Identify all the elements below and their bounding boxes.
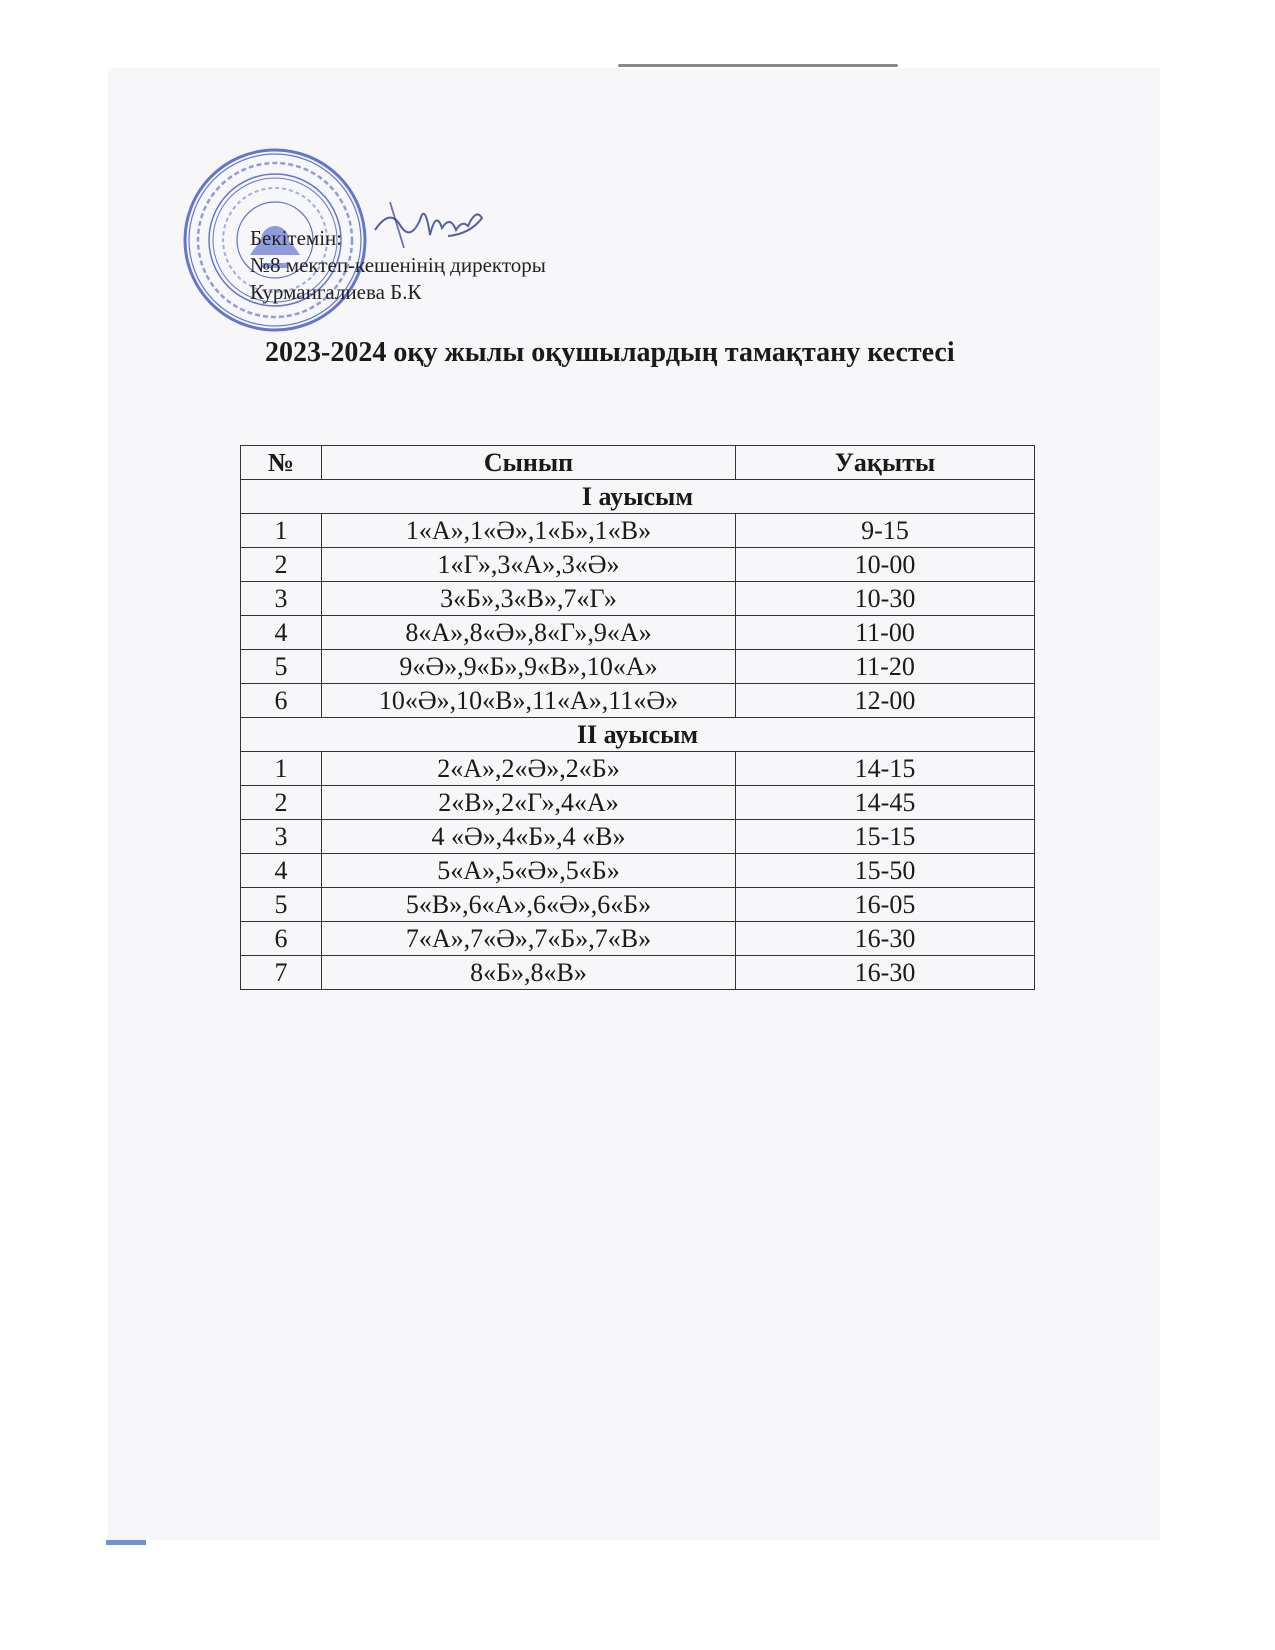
row-classes: 3«Б»,3«В»,7«Г» (322, 582, 736, 616)
scan-edge-bottom (106, 1540, 146, 1545)
table-row (241, 922, 1035, 956)
table-row (241, 616, 1035, 650)
row-number: 4 (241, 854, 322, 888)
row-number: 6 (241, 684, 322, 718)
shift-row (241, 480, 1035, 514)
row-number: 3 (241, 820, 322, 854)
row-classes: 5«А»,5«Ә»,5«Б» (322, 854, 736, 888)
shift-2-label: ІІ ауысым (241, 718, 1035, 752)
approval-block (250, 225, 546, 306)
table-header-row (241, 446, 1035, 480)
table-row (241, 582, 1035, 616)
row-number: 7 (241, 956, 322, 990)
row-time: 11-20 (736, 650, 1035, 684)
row-time: 16-30 (736, 956, 1035, 990)
shift-row (241, 718, 1035, 752)
row-time: 15-15 (736, 820, 1035, 854)
meal-schedule-table (240, 445, 1035, 990)
table-row (241, 650, 1035, 684)
approval-line-position: №8 мектеп-кешенінің директоры (250, 253, 546, 277)
row-classes: 2«А»,2«Ә»,2«Б» (322, 752, 736, 786)
row-time: 10-00 (736, 548, 1035, 582)
table-row (241, 514, 1035, 548)
table-row (241, 548, 1035, 582)
row-number: 6 (241, 922, 322, 956)
row-classes: 10«Ә»,10«В»,11«А»,11«Ә» (322, 684, 736, 718)
row-classes: 4 «Ә»,4«Б»,4 «В» (322, 820, 736, 854)
table-row (241, 956, 1035, 990)
row-time: 11-00 (736, 616, 1035, 650)
row-time: 12-00 (736, 684, 1035, 718)
table-row (241, 854, 1035, 888)
row-time: 9-15 (736, 514, 1035, 548)
shift-1-label: І ауысым (241, 480, 1035, 514)
row-number: 5 (241, 650, 322, 684)
row-classes: 7«А»,7«Ә»,7«Б»,7«В» (322, 922, 736, 956)
row-time: 16-30 (736, 922, 1035, 956)
table-row (241, 684, 1035, 718)
row-number: 4 (241, 616, 322, 650)
row-number: 2 (241, 786, 322, 820)
row-number: 5 (241, 888, 322, 922)
approval-line-name: Курмангалиева Б.К (250, 280, 422, 304)
row-classes: 5«В»,6«А»,6«Ә»,6«Б» (322, 888, 736, 922)
row-time: 14-45 (736, 786, 1035, 820)
row-classes: 9«Ә»,9«Б»,9«В»,10«А» (322, 650, 736, 684)
table-row (241, 786, 1035, 820)
row-time: 14-15 (736, 752, 1035, 786)
row-classes: 2«В»,2«Г»,4«А» (322, 786, 736, 820)
header-class: Сынып (322, 446, 736, 480)
table-row (241, 752, 1035, 786)
row-classes: 8«А»,8«Ә»,8«Г»,9«А» (322, 616, 736, 650)
approval-line-approved: Бекітемін: (250, 226, 343, 250)
row-time: 16-05 (736, 888, 1035, 922)
scan-edge-top (618, 64, 898, 67)
table-row (241, 820, 1035, 854)
row-number: 3 (241, 582, 322, 616)
row-time: 15-50 (736, 854, 1035, 888)
table-row (241, 888, 1035, 922)
row-number: 1 (241, 752, 322, 786)
page-title: 2023-2024 оқу жылы оқушылардың тамақтану кестесі (265, 337, 955, 368)
row-classes: 1«Г»,3«А»,3«Ә» (322, 548, 736, 582)
row-number: 2 (241, 548, 322, 582)
row-time: 10-30 (736, 582, 1035, 616)
row-number: 1 (241, 514, 322, 548)
header-number: № (241, 446, 322, 480)
header-time: Уақыты (736, 446, 1035, 480)
row-classes: 8«Б»,8«В» (322, 956, 736, 990)
row-classes: 1«А»,1«Ә»,1«Б»,1«В» (322, 514, 736, 548)
